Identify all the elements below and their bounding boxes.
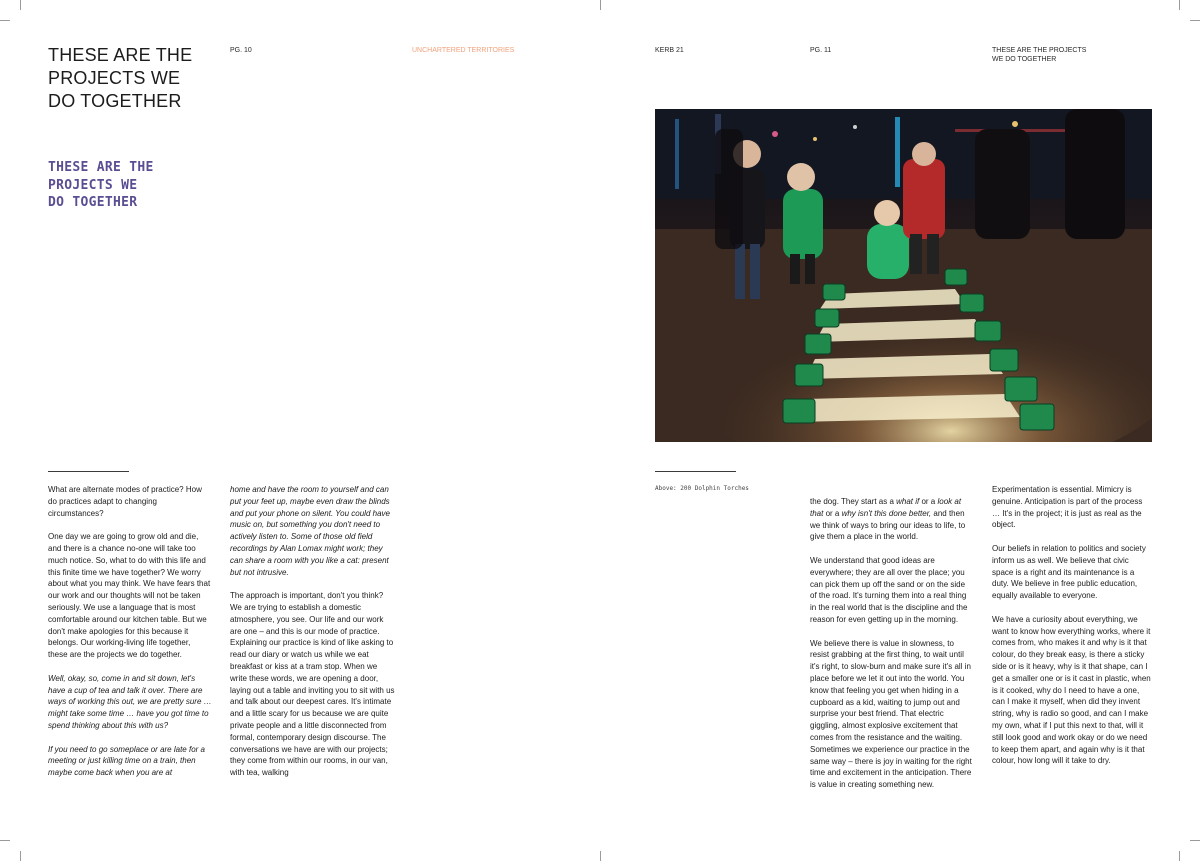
subtitle-line: PROJECTS WE xyxy=(48,177,138,193)
page-title-line: THESE ARE THE xyxy=(48,45,193,65)
paragraph xyxy=(810,496,972,543)
italic-run: look at that xyxy=(810,497,962,518)
paragraph: Our beliefs in relation to politics and society inform us as well. We believe that civic space is a right and its maintenance is a duty. We believe in free public education, equally available to everyone. xyxy=(992,543,1146,601)
paragraph: If you need to go someplace or are late for a meeting or just killing time on a train, then maybe come back when you are at xyxy=(48,744,205,778)
page-title-line: DO TOGETHER xyxy=(48,91,182,111)
divider-rule xyxy=(48,471,129,472)
crop-mark xyxy=(1190,840,1200,841)
section-subtitle xyxy=(48,159,218,212)
text-run: or a xyxy=(823,508,842,518)
paragraph: We believe there is value in slowness, to resist grabbing at the first thing, to wait until it's right, to slow-burn and make sure it's all in place before we let it out into the world. You know that feeling you get when hiding in a cupboard as a kid, waiting to jump out and surprise your best friend. That electric giggling, almost explosive excitement that comes from the resistance and the waiting. Sometimes we experience our practice in the same way – there is joy in waiting for the right time and excitement in the anticipation. There is value in creating something new. xyxy=(810,638,972,790)
page-title xyxy=(48,44,223,113)
paragraph: Experimentation is essential. Mimicry is genuine. Anticipation is part of the process … It's in the project; it is just as real as the object. xyxy=(992,485,1143,530)
section-label: UNCHARTERED TERRITORIES xyxy=(412,47,515,54)
paragraph: We have a curiosity about everything, we want to know how everything works, where it comes from, who makes it and why is it that colour, do they break easy, is there a sticky side or is it heavy, why is it that shape, can I get a smaller one or is it cast in plastic, when is it cooked, why do I need to have a one, can I make it myself, when did they invent string, why is radio so good, and can I make my own, what if I put this next to that, will it still look good and work okay or do we need to keep them apart, and again why is it that colour, how long will it take to dry. xyxy=(992,614,1151,766)
crop-mark xyxy=(1179,851,1180,861)
subtitle-line: THESE ARE THE xyxy=(48,160,154,175)
photo-caption: Above: 200 Dolphin Torches xyxy=(655,485,749,492)
running-head-line: THESE ARE THE PROJECTS xyxy=(992,47,1087,54)
subtitle-line: DO TOGETHER xyxy=(48,195,138,210)
crop-mark xyxy=(20,0,21,10)
italic-run: why isn't this done better, xyxy=(841,508,932,518)
text-column-4 xyxy=(992,484,1152,767)
paragraph: home and have the room to yourself and can put your feet up, maybe even draw the blinds and put your phone on silent. You could have music on, but something you don't need to actively listen to. Some of those old field recordings by Alan Lomax might work; they can share a room with you like a cat: present but not intrusive. xyxy=(230,485,390,577)
italic-run: what if xyxy=(896,497,920,506)
text-run: or a xyxy=(919,497,938,506)
photo-dolphin-torches xyxy=(655,109,1152,442)
crop-mark xyxy=(600,0,601,10)
paragraph: What are alternate modes of practice? How do practices adapt to changing circumstances? xyxy=(48,485,202,518)
page-number-right: PG. 11 xyxy=(810,47,832,54)
text-column-2 xyxy=(230,484,396,779)
paragraph: Well, okay, so, come in and sit down, let's have a cup of tea and talk it over. There are ways of working this out, we are pretty sure … might take some time … have you got time to spend thinking about this with us? xyxy=(48,673,212,730)
paragraph: One day we are going to grow old and die, and there is a chance no-one will take too much notice. So, what to do with this life and this finite time we have together? We worry about what you may think. We have fears that our work and our thoughts will not be taken seriously. We use a language that is most comfortable around our kitchen table. But we don't make apologies for this because it belongs. Our working-living life together, these are the projects we do together. xyxy=(48,532,211,660)
paragraph: The approach is important, don't you think? We are trying to establish a domestic atmosphere, you see. Our life and our work are one – and this is our mode of practice. Explaining our practice is kind of like asking to read our diary or watch us while we eat breakfast or kiss at a tram stop. When we write these words, we are opening a door, laying out a table and inviting you to sit with us and talk about our deepest cares. It's intimate and a little scary for us because we are quite private people and a little disconnected from formal, contemporary design discourse. The conversations we have are with our projects; they come from within our rooms, in our van, with tea, walking xyxy=(230,591,395,778)
page-number-left: PG. 10 xyxy=(230,47,252,54)
running-head xyxy=(992,47,1086,64)
running-head-line: WE DO TOGETHER xyxy=(992,55,1057,63)
crop-mark xyxy=(0,840,10,841)
crop-mark xyxy=(0,20,10,21)
page-title-line: PROJECTS WE xyxy=(48,68,181,88)
crop-mark xyxy=(1179,0,1180,10)
divider-rule xyxy=(655,471,736,472)
paragraph: We understand that good ideas are everywhere; they are all over the place; you can pick them up off the sand or on the side of the road. It's turning them into a real thing in the real world that is the discipline and the reason for even getting up in the morning. xyxy=(810,555,968,624)
text-run: and then we think of ways to bring our ideas to life, to give them a place in the world. xyxy=(810,508,966,542)
publication-label: KERB 21 xyxy=(655,47,684,54)
text-column-3 xyxy=(810,496,972,791)
crop-mark xyxy=(1190,20,1200,21)
text-column-1 xyxy=(48,484,212,779)
text-run: the dog. They start as a xyxy=(810,497,897,506)
crop-mark xyxy=(20,851,21,861)
crop-mark xyxy=(600,851,601,861)
